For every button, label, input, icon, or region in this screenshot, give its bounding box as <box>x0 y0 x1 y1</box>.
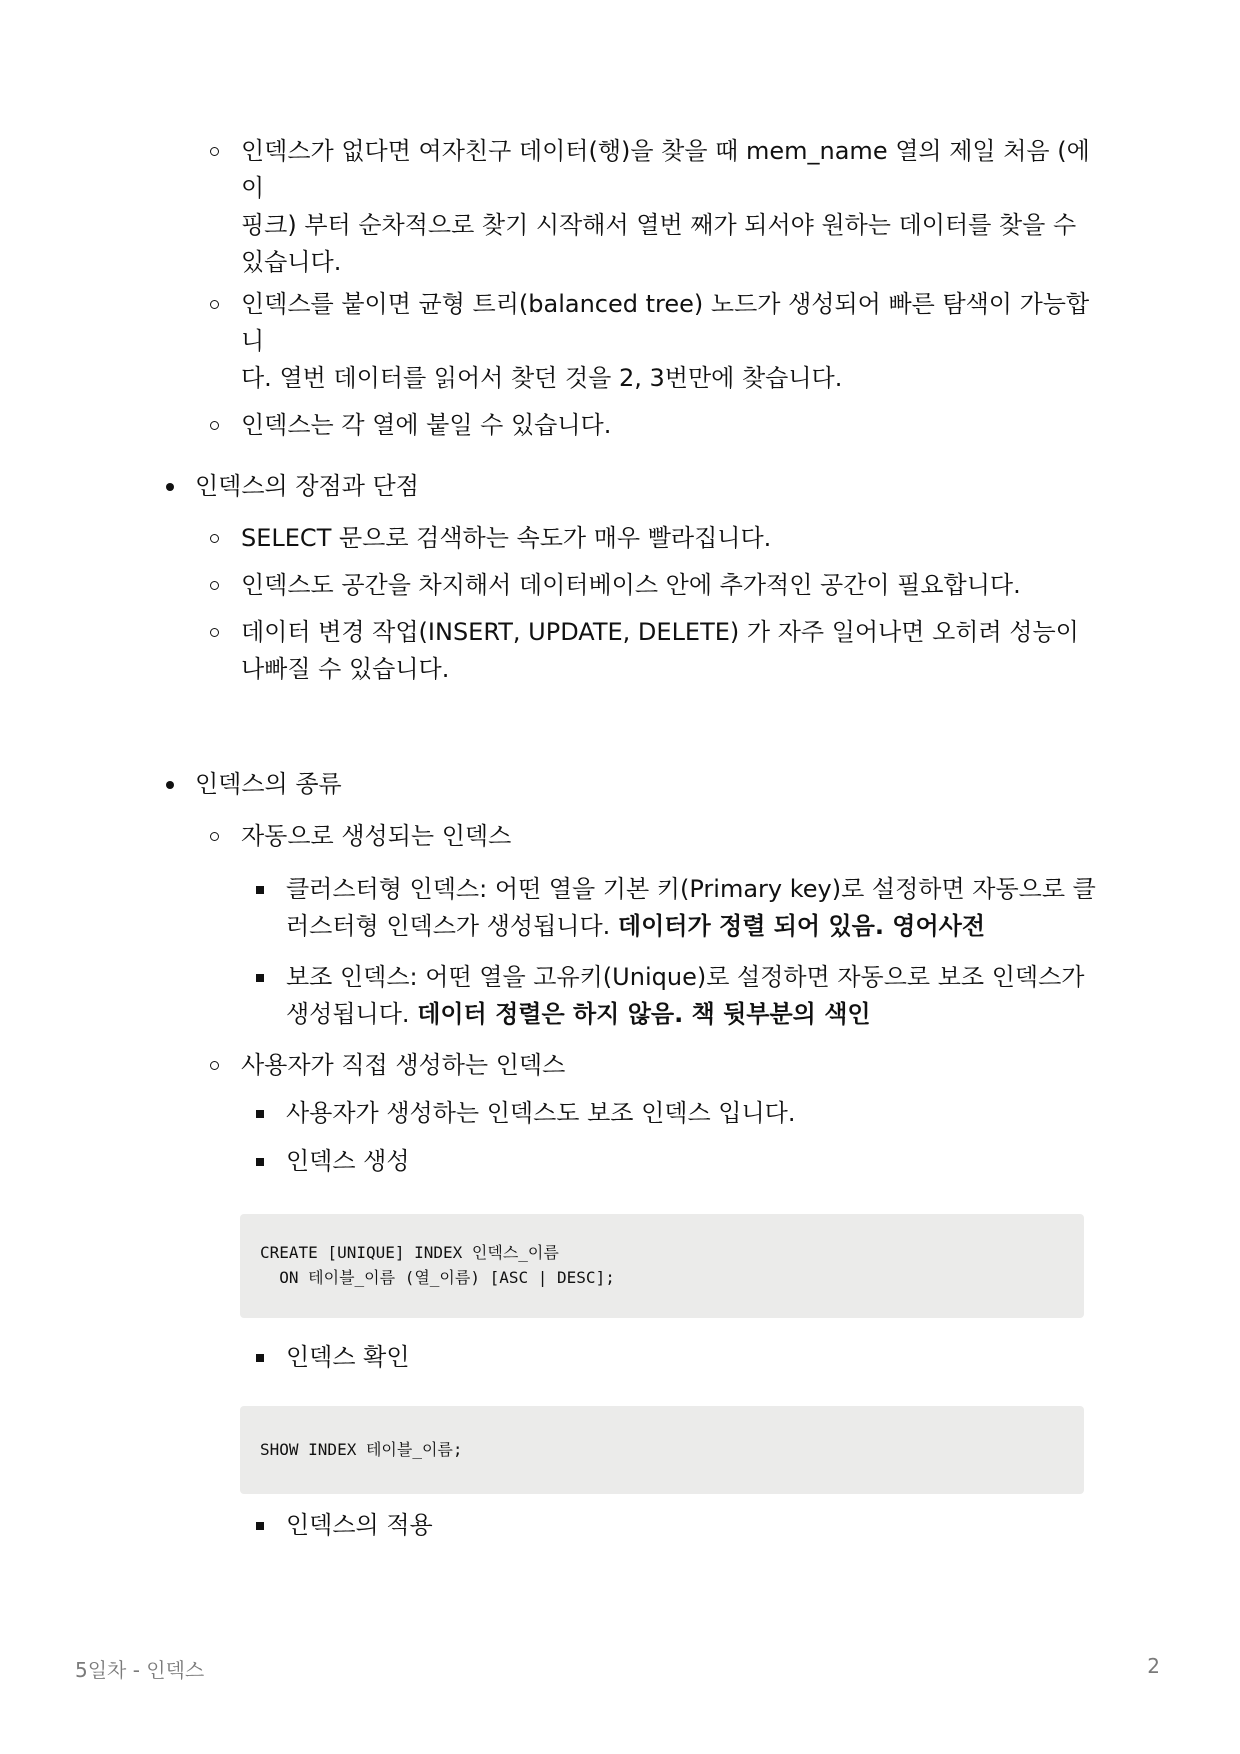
square-bullet-icon <box>256 1522 264 1530</box>
list-item: 인덱스가 없다면 여자친구 데이터(행)을 찾을 때 mem_name 열의 제일 처음 (에이 핑크) 부터 순차적으로 찾기 시작해서 열번 째가 되서야 원하는 데이터를 찾을 수 있습니다. <box>150 133 1100 281</box>
square-bullet-icon <box>256 1354 264 1362</box>
circle-bullet-icon <box>210 300 219 309</box>
subheading-manual-index: 사용자가 직접 생성하는 인덱스 <box>150 1047 1100 1084</box>
list-item: SELECT 문으로 검색하는 속도가 매우 빨라집니다. <box>150 520 1100 557</box>
list-item-clustered: 클러스터형 인덱스: 어떤 열을 기본 키(Primary key)로 설정하면 자동으로 클 러스터형 인덱스가 생성됩니다. 데이터가 정렬 되어 있음. 영어사전 <box>150 871 1100 945</box>
circle-bullet-icon <box>210 1061 219 1070</box>
list-item-manual-note: 사용자가 생성하는 인덱스도 보조 인덱스 입니다. <box>150 1095 1100 1132</box>
circle-bullet-icon <box>210 581 219 590</box>
square-bullet-icon <box>256 1158 264 1166</box>
index-types-section <box>150 766 1100 1180</box>
square-bullet-icon <box>256 886 264 894</box>
square-bullet-icon <box>256 974 264 982</box>
list-item-create-index: 인덱스 생성 <box>150 1143 1100 1180</box>
intro-list <box>150 133 1100 444</box>
code-block-show-index: SHOW INDEX 테이블_이름; <box>240 1406 1084 1494</box>
code-block-create-index: CREATE [UNIQUE] INDEX 인덱스_이름 ON 테이블_이름 (열_이름) [ASC | DESC]; <box>240 1214 1084 1318</box>
pros-cons-section <box>150 468 1100 688</box>
circle-bullet-icon <box>210 628 219 637</box>
square-bullet-icon <box>256 1110 264 1118</box>
circle-bullet-icon <box>210 147 219 156</box>
apply-index-item <box>150 1507 1100 1544</box>
list-item: 데이터 변경 작업(INSERT, UPDATE, DELETE) 가 자주 일어나면 오히려 성능이 나빠질 수 있습니다. <box>150 614 1100 688</box>
list-item-check-index: 인덱스 확인 <box>150 1339 1100 1376</box>
section-heading-index-types: 인덱스의 종류 <box>150 766 1100 803</box>
list-item-secondary: 보조 인덱스: 어떤 열을 고유키(Unique)로 설정하면 자동으로 보조 인덱스가 생성됩니다. 데이터 정렬은 하지 않음. 책 뒷부분의 색인 <box>150 959 1100 1033</box>
section-heading-pros-cons: 인덱스의 장점과 단점 <box>150 468 1100 505</box>
check-index-item <box>150 1339 1100 1376</box>
disc-bullet-icon <box>166 483 174 491</box>
circle-bullet-icon <box>210 832 219 841</box>
disc-bullet-icon <box>166 781 174 789</box>
circle-bullet-icon <box>210 534 219 543</box>
list-item-apply-index: 인덱스의 적용 <box>150 1507 1100 1544</box>
list-item: 인덱스를 붙이면 균형 트리(balanced tree) 노드가 생성되어 빠른 탐색이 가능합니 다. 열번 데이터를 읽어서 찾던 것을 2, 3번만에 찾습니다. <box>150 286 1100 397</box>
circle-bullet-icon <box>210 421 219 430</box>
footer-doc-title: 5일차 - 인덱스 <box>75 1658 205 1682</box>
footer-page-number: 2 <box>1147 1654 1160 1678</box>
subheading-auto-index: 자동으로 생성되는 인덱스 <box>150 818 1100 855</box>
list-item: 인덱스도 공간을 차지해서 데이터베이스 안에 추가적인 공간이 필요합니다. <box>150 567 1100 604</box>
list-item: 인덱스는 각 열에 붙일 수 있습니다. <box>150 407 1100 444</box>
